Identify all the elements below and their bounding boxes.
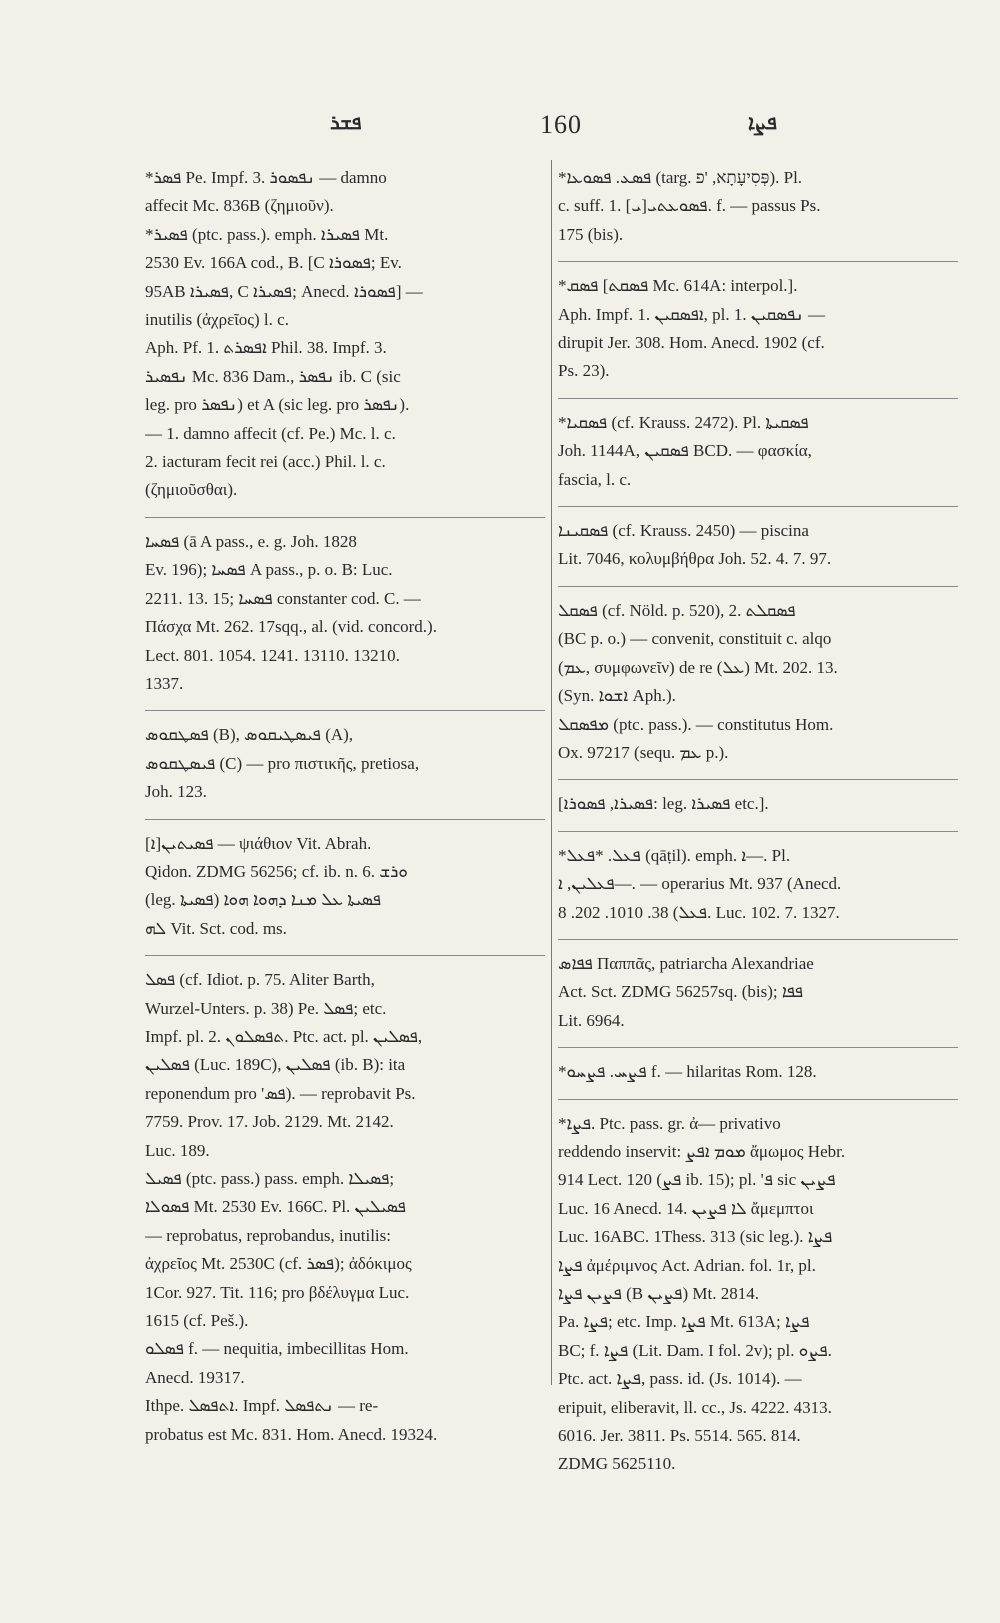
entry-line: Luc. 189.: [145, 1140, 210, 1160]
entry-line: *ܦܣܩܝܐ (cf. Krauss. 2472). Pl. ܦܣܩܝܬܐ: [558, 412, 809, 432]
dictionary-entry: [145, 517, 545, 704]
entry-line: *ܦܨܚ. ܦܨܚܘ f. — hilaritas Rom. 128.: [558, 1062, 817, 1082]
entry-line: 6016. Jer. 3811. Ps. 5514. 565. 814.: [558, 1426, 801, 1446]
entry-line: 2530 Ev. 166A cod., B. [C ܦܣܘܪܐ; Ev.: [145, 253, 402, 273]
entry-line: 914 Lect. 120 (ܦܨ ib. 15); pl. 'ܦ sic ܦܨܝܢ: [558, 1170, 836, 1190]
entry-line: ܢܦܣܝܪ Mc. 836 Dam., ܢܦܣܪ ib. C (sic: [145, 366, 401, 386]
entry-line: *ܦܣܝܪ (ptc. pass.). emph. ܦܣܝܪܐ Mt.: [145, 224, 389, 244]
entry-line: (ܥܡ, συμφωνεῖν) de re (ܥܠ) Mt. 202. 13.: [558, 657, 838, 677]
entry-line: *ܦܥܠ. *ܦܥܠ (qāṭil). emph. ܐ—. Pl.: [558, 845, 791, 865]
entry-line: 175 (bis).: [558, 224, 624, 244]
entry-line: fascia, l. c.: [558, 469, 632, 489]
entry-line: ܦܣܠܝܢ (Luc. 189C), ܦܣܠܝܢ (ib. B): ita: [145, 1055, 406, 1075]
dictionary-entry: [558, 398, 958, 500]
entry-line: eripuit, eliberavit, ll. cc., Js. 4222. 4313.: [558, 1397, 832, 1417]
entry-line: *ܦܨܐ. Ptc. pass. gr. ἀ— privativo: [558, 1113, 781, 1133]
dictionary-entry: [145, 955, 545, 1455]
entry-line: ܦܦܐܣ Παππᾶς, patriarcha Alexandriae: [558, 953, 814, 973]
entry-line: ܦܨܐ ἀμέριμνος Act. Adrian. fol. 1r, pl.: [558, 1255, 816, 1275]
entry-line: 2. iacturam fecit rei (acc.) Phil. l. c.: [145, 452, 386, 472]
entry-line: Pa. ܦܨܐ; etc. Imp. ܦܨܐ Mt. 613A; ܦܨܐ: [558, 1312, 810, 1332]
entry-line: ܦܣܚܐ (ā A pass., e. g. Joh. 1828: [145, 531, 357, 551]
entry-line: — 1. damno affecit (cf. Pe.) Mc. l. c.: [145, 423, 396, 443]
entry-line: 95AB ܦܣܝܪܐ, C ܦܣܝܪܐ; Anecd. ܦܣܘܪܐ] —: [145, 281, 423, 301]
entry-line: ܦܣܠܘ f. — nequitia, imbecillitas Hom.: [145, 1339, 409, 1359]
entry-line: Qidon. ZDMG 56256; cf. ib. n. 6. ܘܪܫ: [145, 861, 408, 881]
entry-line: Lit. 7046, κολυμβήθρα Joh. 52. 4. 7. 97.: [558, 549, 832, 569]
dictionary-entry: [145, 160, 545, 511]
entry-line: ܦܣܛܩܘܣ (B), ܦܝܣܛܝܩܘܣ (A),: [145, 725, 354, 745]
entry-line: 7759. Prov. 17. Job. 2129. Mt. 2142.: [145, 1112, 394, 1132]
entry-line: Ithpe. ܐܬܦܣܠ. Impf. ܢܬܦܣܠ — re-: [145, 1396, 379, 1416]
dictionary-entry: [145, 819, 545, 950]
entry-line: inutilis (ἀχρεῖος) l. c.: [145, 310, 289, 330]
dictionary-entry: [558, 261, 958, 392]
entry-line: affecit Mc. 836B (ζημιοῦν).: [145, 196, 334, 216]
entry-line: Ox. 97217 (sequ. ܥܡ p.).: [558, 742, 729, 762]
entry-line: probatus est Mc. 831. Hom. Anecd. 19324.: [145, 1424, 438, 1444]
entry-line: (ζημιοῦσθαι).: [145, 480, 238, 500]
entry-line: reponendum pro 'ܦܣ). — reprobavit Ps.: [145, 1083, 416, 1103]
entry-line: Impf. pl. 2. ܬܦܣܠܘܢ. Ptc. act. pl. ܦܣܠܝܢ,: [145, 1026, 423, 1046]
entry-line: ἀχρεῖος Mt. 2530C (cf. ܦܣܪ); ἀδόκιμος: [145, 1254, 412, 1274]
entry-line: Act. Sct. ZDMG 56257sq. (bis); ܦܦܐ: [558, 982, 804, 1002]
entry-line: Ps. 23).: [558, 361, 610, 381]
column-divider: [551, 160, 552, 1385]
entry-line: [ܦܣܝܪܐ, ܦܣܘܪܐ: leg. ܦܣܝܪܐ etc.].: [558, 794, 769, 814]
entry-line: Anecd. 19317.: [145, 1367, 245, 1387]
entry-line: ܦܣܠ (cf. Idiot. p. 75. Aliter Barth,: [145, 970, 375, 990]
entry-line: Joh. 1144A, ܦܣܩܝܢ BCD. — φασκία,: [558, 441, 812, 461]
entry-line: 1615 (cf. Peš.).: [145, 1311, 249, 1331]
dictionary-entry: [145, 710, 545, 812]
entry-line: Ev. 196); ܦܣܚܐ A pass., p. o. B: Luc.: [145, 560, 393, 580]
entry-line: ܦܣܩܝܢܐ (cf. Krauss. 2450) — piscina: [558, 521, 809, 541]
entry-line: ܠܗ Vit. Sct. cod. ms.: [145, 918, 287, 938]
entry-line: ܦܨܝܢ ܦܨܐ (B ܦܨܝܢ) Mt. 2814.: [558, 1284, 759, 1303]
entry-line: c. suff. 1. [ܝ]ܦܣܘܥܬܝ. f. — passus Ps.: [558, 196, 821, 216]
dictionary-entry: [558, 779, 958, 824]
entry-line: ܦܣܘܠܐ Mt. 2530 Ev. 166C. Pl. ܦܣܝܠܝܢ: [145, 1197, 406, 1217]
entry-line: 1Cor. 927. Tit. 116; pro βδέλυγμα Luc.: [145, 1282, 410, 1302]
left-column: [145, 160, 545, 1455]
entry-line: reddendo inservit: ܡܘܡ ܐܦܨ ἄμωμος Hebr.: [558, 1141, 846, 1161]
entry-line: ܦܝܣܛܩܘܣ (C) — pro πιστικῆς, pretiosa,: [145, 753, 420, 773]
dictionary-entry: [558, 506, 958, 580]
entry-line: ܦܥܠܝܢ, ܐ—. — operarius Mt. 937 (Anecd.: [558, 874, 842, 894]
entry-line: leg. pro ܢܦܣܪ) et A (sic leg. pro ܢܦܣܪ).: [145, 395, 410, 415]
dictionary-entry: [558, 160, 958, 255]
entry-line: Joh. 123.: [145, 782, 207, 802]
entry-line: (BC p. o.) — convenit, constituit c. alqo: [558, 629, 832, 649]
dictionary-entry: [558, 1047, 958, 1092]
entry-line: dirupit Jer. 308. Hom. Anecd. 1902 (cf.: [558, 333, 825, 353]
dictionary-entry: [558, 1099, 958, 1485]
entry-line: ܦܥܠ) 38. 1010. 202. 8. Luc. 102. 7. 1327.: [558, 902, 840, 922]
left-running-headword: ܦܫܪ: [330, 112, 362, 134]
entry-line: *ܦܣܥ. ܦܣܘܥܐ (targ. פְּסִיעָתָא, 'פ). Pl.: [558, 168, 803, 187]
entry-line: — reprobatus, reprobandus, inutilis:: [145, 1225, 391, 1245]
entry-line: Wurzel-Unters. p. 38) Pe. ܦܣܠ; etc.: [145, 998, 387, 1018]
entry-line: Luc. 16 Anecd. 14. ܠܐ ܦܨܝܢ ἄμεμπτοι: [558, 1198, 814, 1218]
entry-line: Aph. Pf. 1. ܐܦܣܪܬ Phil. 38. Impf. 3.: [145, 338, 387, 358]
entry-line: ܦܣܝܬܝܢ[ܐ] — ψιάθιον Vit. Abrah.: [145, 833, 372, 853]
entry-line: Ptc. act. ܦܨܐ, pass. id. (Js. 1014). —: [558, 1369, 802, 1389]
entry-line: ܡܦܣܩܠ (ptc. pass.). — constitutus Hom.: [558, 714, 834, 734]
entry-line: ܦܣܩܠ (cf. Nöld. p. 520), 2. ܦܣܩܠܬ: [558, 600, 796, 620]
entry-line: Lect. 801. 1054. 1241. 13110. 13210.: [145, 645, 400, 665]
entry-line: 1337.: [145, 673, 184, 693]
entry-line: (leg. ܦܣܝܬܐ) ܦܣܝܬܐ ܥܠ ܡܢܐ ܕܗܘܐ ܗܘܐ: [145, 890, 382, 910]
dictionary-entry: [558, 939, 958, 1041]
entry-line: BC; f. ܦܨܐ (Lit. Dam. I fol. 2v); pl. ܦܨܘ.: [558, 1340, 832, 1360]
right-column: [558, 160, 958, 1485]
entry-line: (Syn. ܐܫܘܐ Aph.).: [558, 686, 676, 706]
entry-line: Aph. Impf. 1. ܐܦܣܩܝܢ, pl. 1. ܢܦܣܩܝܢ —: [558, 304, 825, 324]
entry-line: 2211. 13. 15; ܦܣܚܐ constanter cod. C. —: [145, 588, 421, 608]
page-header: [0, 112, 1000, 152]
dictionary-entry: [558, 831, 958, 933]
entry-line: Lit. 6964.: [558, 1010, 625, 1030]
entry-line: *ܦܣܪ Pe. Impf. 3. ܢܦܣܘܪ — damno: [145, 168, 387, 187]
entry-line: *ܦܣܩ [ܦܣܩܬ Mc. 614A: interpol.].: [558, 276, 798, 296]
entry-line: ZDMG 5625110.: [558, 1454, 676, 1474]
dictionary-entry: [558, 586, 958, 773]
entry-line: Πάσχα Mt. 262. 17sqq., al. (vid. concord.).: [145, 617, 437, 637]
page-number: 160: [540, 110, 582, 139]
entry-line: ܦܣܝܠ (ptc. pass.) pass. emph. ܦܣܝܠܐ;: [145, 1169, 395, 1188]
entry-line: Luc. 16ABC. 1Thess. 313 (sic leg.). ܦܨܐ: [558, 1227, 833, 1247]
right-running-headword: ܦܨܐ: [748, 112, 777, 134]
